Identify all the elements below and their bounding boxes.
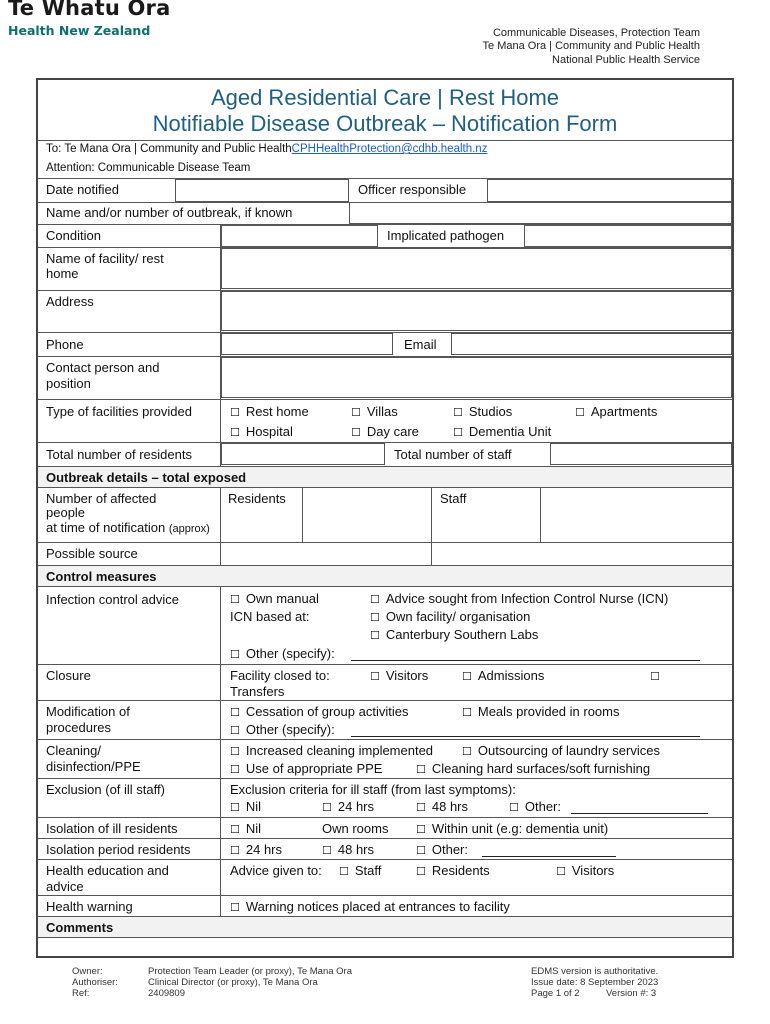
footer-page: Page 1 of 2 xyxy=(531,988,580,999)
to-line xyxy=(46,143,487,155)
exclusion-label: Exclusion (of ill staff) xyxy=(46,782,165,797)
excl-other[interactable]: ☐ Other: xyxy=(509,799,561,814)
type-hospital[interactable]: ☐ Hospital xyxy=(230,424,293,439)
isolation-period-label: Isolation period residents xyxy=(46,842,191,857)
control-measures-header: Control measures xyxy=(46,569,157,584)
clean-outsourcing[interactable]: ☐ Outsourcing of laundry services xyxy=(462,743,660,758)
clean-increased[interactable]: ☐ Increased cleaning implemented xyxy=(230,743,434,758)
checkbox-icon[interactable]: ☐ xyxy=(322,844,332,857)
excl-48[interactable]: ☐ 48 hrs xyxy=(416,799,469,814)
ica-other-line[interactable] xyxy=(351,660,700,661)
email-link[interactable]: CPHHealthProtection@cdhb.health.nz xyxy=(291,143,488,155)
logo-subtitle: Health New Zealand xyxy=(8,23,151,38)
residents-label: Residents xyxy=(228,491,286,506)
checkbox-icon[interactable]: ☐ xyxy=(351,406,361,419)
closure-text: Facility closed to: xyxy=(230,668,330,683)
checkbox-icon[interactable]: ☐ xyxy=(416,801,426,814)
checkbox-icon[interactable]: ☐ xyxy=(230,648,240,661)
closure-transfers: Transfers xyxy=(230,684,285,699)
affected-label-3: at time of notification (approx) xyxy=(46,520,210,535)
excl-nil[interactable]: ☐ Nil xyxy=(230,799,262,814)
total-residents-field[interactable] xyxy=(221,443,385,465)
total-staff-field[interactable] xyxy=(550,443,732,465)
checkbox-icon[interactable]: ☐ xyxy=(556,865,566,878)
ica-icn-based: ICN based at: xyxy=(230,609,310,624)
footer-edms: EDMS version is authoritative. xyxy=(531,966,659,977)
total-residents-label: Total number of residents xyxy=(46,447,192,462)
closure-visitors[interactable]: ☐ Visitors xyxy=(370,668,429,683)
pathogen-field[interactable] xyxy=(524,225,732,247)
closure-transfers-checkbox[interactable] xyxy=(650,668,666,683)
outbreak-name-field[interactable] xyxy=(349,202,732,224)
adv-residents[interactable]: ☐ Residents xyxy=(416,863,490,878)
cleaning-label-1: Cleaning/ xyxy=(46,743,101,758)
checkbox-icon[interactable]: ☐ xyxy=(230,406,240,419)
health-ed-label-2: advice xyxy=(46,879,84,894)
checkbox-icon[interactable]: ☐ xyxy=(230,593,240,606)
form-title-line-2: Notifiable Disease Outbreak – Notification Form xyxy=(152,111,618,136)
checkbox-icon[interactable]: ☐ xyxy=(230,901,240,914)
type-villas[interactable]: ☐ Villas xyxy=(351,404,398,419)
email-field[interactable] xyxy=(451,333,732,355)
footer-authoriser-value: Clinical Director (or proxy), Te Mana Ora xyxy=(148,977,318,988)
address-field[interactable] xyxy=(221,291,732,331)
warning-notices[interactable]: ☐ Warning notices placed at entrances to facility xyxy=(230,899,510,914)
form-title-line-1: Aged Residential Care | Rest Home xyxy=(210,85,560,110)
type-apartments[interactable]: ☐ Apartments xyxy=(575,404,658,419)
facility-name-field[interactable] xyxy=(221,248,732,289)
checkbox-icon[interactable]: ☐ xyxy=(453,426,463,439)
closure-admissions[interactable]: ☐ Admissions xyxy=(462,668,545,683)
checkbox-icon[interactable]: ☐ xyxy=(416,865,426,878)
adv-visitors[interactable]: ☐ Visitors xyxy=(556,863,615,878)
type-dementia-unit[interactable]: ☐ Dementia Unit xyxy=(453,424,552,439)
checkbox-icon[interactable]: ☐ xyxy=(230,801,240,814)
condition-label: Condition xyxy=(46,228,101,243)
checkbox-icon[interactable]: ☐ xyxy=(230,823,240,836)
possible-source-label: Possible source xyxy=(46,546,138,561)
advice-given: Advice given to: xyxy=(230,863,322,878)
clean-hard[interactable]: ☐ Cleaning hard surfaces/soft furnishing xyxy=(416,761,651,776)
checkbox-icon[interactable]: ☐ xyxy=(416,763,426,776)
contact-label-2: position xyxy=(46,376,91,391)
checkbox-icon[interactable]: ☐ xyxy=(575,406,585,419)
facility-name-label-2: home xyxy=(46,266,79,281)
cleaning-label-2: disinfection/PPE xyxy=(46,759,141,774)
per-48[interactable]: ☐ 48 hrs xyxy=(322,842,375,857)
checkbox-icon[interactable]: ☐ xyxy=(453,406,463,419)
footer-ref-value: 2409809 xyxy=(148,988,185,999)
condition-field[interactable] xyxy=(221,225,378,247)
comments-field[interactable] xyxy=(38,938,732,956)
checkbox-icon[interactable]: ☐ xyxy=(230,763,240,776)
checkbox-icon[interactable]: ☐ xyxy=(509,801,519,814)
outbreak-name-label: Name and/or number of outbreak, if known xyxy=(46,205,293,220)
type-studios[interactable]: ☐ Studios xyxy=(453,404,513,419)
modification-label-2: procedures xyxy=(46,720,112,735)
pathogen-label: Implicated pathogen xyxy=(387,228,505,243)
checkbox-icon[interactable]: ☐ xyxy=(230,706,240,719)
checkbox-icon[interactable]: ☐ xyxy=(230,426,240,439)
checkbox-icon[interactable]: ☐ xyxy=(370,670,380,683)
footer-owner-label: Owner: xyxy=(72,966,103,977)
closure-label: Closure xyxy=(46,668,91,683)
checkbox-icon[interactable]: ☐ xyxy=(351,426,361,439)
ica-advice-sought[interactable]: ☐ Advice sought from Infection Control Nurse (ICN) xyxy=(370,591,669,606)
per-other-line[interactable] xyxy=(482,856,616,857)
clean-ppe[interactable]: ☐ Use of appropriate PPE xyxy=(230,761,383,776)
checkbox-icon[interactable]: ☐ xyxy=(370,593,380,606)
checkbox-icon[interactable]: ☐ xyxy=(462,706,472,719)
team-line-3: National Public Health Service xyxy=(552,54,700,66)
checkbox-icon[interactable]: ☐ xyxy=(370,629,380,642)
mod-other[interactable]: ☐ Other (specify): xyxy=(230,722,335,737)
email-label: Email xyxy=(404,337,437,352)
exclusion-criteria: Exclusion criteria for ill staff (from last symptoms): xyxy=(230,782,516,797)
checkbox-icon[interactable]: ☐ xyxy=(416,823,426,836)
checkbox-icon[interactable]: ☐ xyxy=(370,611,380,624)
checkbox-icon[interactable]: ☐ xyxy=(339,865,349,878)
type-day-care[interactable]: ☐ Day care xyxy=(351,424,419,439)
officer-field[interactable] xyxy=(487,179,732,202)
address-label: Address xyxy=(46,294,94,309)
checkbox-icon[interactable]: ☐ xyxy=(416,844,426,857)
date-notified-label: Date notified xyxy=(46,182,119,197)
footer-version: Version #: 3 xyxy=(606,988,657,999)
mod-other-line[interactable] xyxy=(351,736,700,737)
outbreak-details-header: Outbreak details – total exposed xyxy=(46,470,247,485)
iso-nil[interactable]: ☐ Nil xyxy=(230,821,262,836)
phone-field[interactable] xyxy=(221,333,393,355)
mod-cessation[interactable]: ☐ Cessation of group activities xyxy=(230,704,409,719)
checkbox-icon[interactable]: ☐ xyxy=(230,844,240,857)
staff-label: Staff xyxy=(440,491,467,506)
checkbox-icon[interactable]: ☐ xyxy=(322,801,332,814)
ica-canterbury[interactable]: ☐ Canterbury Southern Labs xyxy=(370,627,539,642)
checkbox-icon[interactable]: ☐ xyxy=(462,670,472,683)
footer-authoriser-label: Authoriser: xyxy=(72,977,118,988)
notification-form xyxy=(36,78,734,958)
affected-label-1: Number of affected xyxy=(46,491,157,506)
iso-own-rooms[interactable]: Own rooms xyxy=(322,821,389,836)
total-staff-label: Total number of staff xyxy=(394,447,512,462)
to-prefix: To: Te Mana Ora | Community and Public Health xyxy=(46,143,292,155)
date-notified-field[interactable] xyxy=(175,179,349,202)
contact-field[interactable] xyxy=(221,357,732,398)
iso-within[interactable]: ☐ Within unit (e.g: dementia unit) xyxy=(416,821,609,836)
phone-label: Phone xyxy=(46,337,84,352)
checkbox-icon[interactable]: ☐ xyxy=(650,670,660,683)
mod-meals[interactable]: ☐ Meals provided in rooms xyxy=(462,704,620,719)
affected-label-2: people xyxy=(46,505,86,520)
logo-title: Te Whatu Ora xyxy=(8,0,171,20)
facility-types-label: Type of facilities provided xyxy=(46,404,192,419)
adv-staff[interactable]: ☐ Staff xyxy=(339,863,382,878)
health-warning-label: Health warning xyxy=(46,899,133,914)
per-other[interactable]: ☐ Other: xyxy=(416,842,468,857)
team-line-2: Te Mana Ora | Community and Public Health xyxy=(482,40,700,52)
attention-line: Attention: Communicable Disease Team xyxy=(46,162,251,174)
checkbox-icon[interactable]: ☐ xyxy=(230,745,240,758)
per-24[interactable]: ☐ 24 hrs xyxy=(230,842,283,857)
isolation-ill-label: Isolation of ill residents xyxy=(46,821,178,836)
checkbox-icon[interactable]: ☐ xyxy=(230,724,240,737)
officer-label: Officer responsible xyxy=(358,182,467,197)
excl-other-line[interactable] xyxy=(571,813,708,814)
footer-ref-label: Ref: xyxy=(72,988,90,999)
type-rest-home[interactable]: ☐ Rest home xyxy=(230,404,309,419)
footer-owner-value: Protection Team Leader (or proxy), Te Mana Ora xyxy=(148,966,352,977)
ica-other[interactable]: ☐ Other (specify): xyxy=(230,646,335,661)
team-line-1: Communicable Diseases, Protection Team xyxy=(492,27,700,39)
checkbox-icon[interactable]: ☐ xyxy=(462,745,472,758)
ica-own-manual[interactable]: ☐ Own manual xyxy=(230,591,319,606)
excl-24[interactable]: ☐ 24 hrs xyxy=(322,799,375,814)
contact-label-1: Contact person and xyxy=(46,360,160,375)
ica-label: Infection control advice xyxy=(46,592,179,607)
facility-name-label-1: Name of facility/ rest xyxy=(46,251,164,266)
comments-header: Comments xyxy=(46,920,114,935)
modification-label-1: Modification of xyxy=(46,704,130,719)
health-ed-label-1: Health education and xyxy=(46,863,169,878)
ica-own-facility[interactable]: ☐ Own facility/ organisation xyxy=(370,609,531,624)
footer-issue-date: Issue date: 8 September 2023 xyxy=(531,977,659,988)
